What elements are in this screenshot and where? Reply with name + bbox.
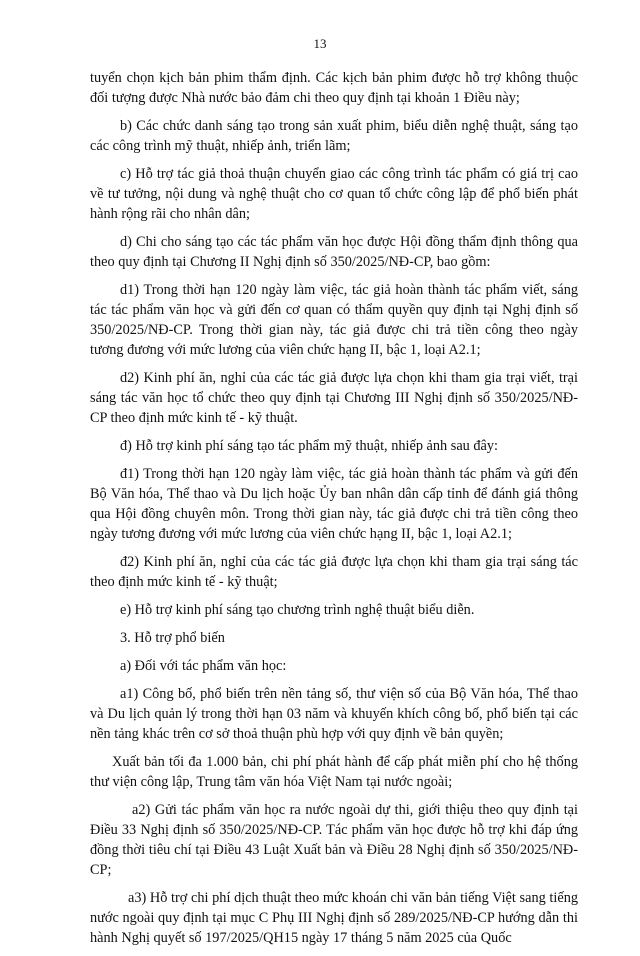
paragraph: đ2) Kinh phí ăn, nghỉ của các tác giả được lựa chọn khi tham gia trại sáng tác theo định mức kinh tế - kỹ thuật; bbox=[90, 554, 578, 590]
paragraph: e) Hỗ trợ kinh phí sáng tạo chương trình nghệ thuật biểu diễn. bbox=[120, 602, 475, 618]
paragraph: c) Hỗ trợ tác giả thoả thuận chuyển giao các công trình tác phẩm có giá trị cao về tư tưởng, nội dung và nghệ thuật cho cơ quan tổ chức công lập để phổ biến phát hành rộng rãi cho nhân dân; bbox=[90, 166, 578, 222]
page-number: 13 bbox=[313, 36, 327, 51]
paragraph: a2) Gửi tác phẩm văn học ra nước ngoài dự thi, giới thiệu theo quy định tại Điều 33 Nghị định số 350/2025/NĐ-CP. Tác phẩm văn học được hỗ trợ khi đáp ứng đồng thời tiêu chí tại Điều 43 Luật Xuất bản và Điều 28 Nghị định số 350/2025/NĐ-CP; bbox=[90, 802, 578, 878]
paragraph: đ) Hỗ trợ kinh phí sáng tạo tác phẩm mỹ thuật, nhiếp ảnh sau đây: bbox=[120, 438, 499, 454]
document-body bbox=[90, 68, 578, 956]
paragraph: tuyển chọn kịch bản phim thẩm định. Các kịch bản phim được hỗ trợ không thuộc đối tượng được Nhà nước bảo đảm chi theo quy định tại khoản 1 Điều này; bbox=[90, 70, 578, 106]
paragraph: a1) Công bố, phổ biến trên nền tảng số, thư viện số của Bộ Văn hóa, Thể thao và Du lịch quản lý trong thời hạn 03 năm và khuyến khích công bố, phổ biến tại các nền tảng khác trên cơ sở thoả thuận phù hợp với quy định về bản quyền; bbox=[90, 686, 578, 742]
section-heading: 3. Hỗ trợ phổ biến bbox=[120, 630, 225, 646]
paragraph: d) Chi cho sáng tạo các tác phẩm văn học được Hội đồng thẩm định thông qua theo quy định tại Chương II Nghị định số 350/2025/NĐ-CP, bao gồm: bbox=[90, 234, 578, 270]
paragraph: d1) Trong thời hạn 120 ngày làm việc, tác giả hoàn thành tác phẩm viết, sáng tác tác phẩm văn học và gửi đến cơ quan có thẩm quyền quy định tại Nghị định số 350/2025/NĐ-CP. Trong thời gian này, tác giả được chi trả tiền công theo ngày tương đương với mức lương của viên chức hạng II, bậc 1, loại A2.1; bbox=[90, 282, 578, 358]
paragraph: b) Các chức danh sáng tạo trong sản xuất phim, biểu diễn nghệ thuật, sáng tạo các công trình mỹ thuật, nhiếp ảnh, triển lãm; bbox=[90, 118, 578, 154]
paragraph: Xuất bản tối đa 1.000 bản, chi phí phát hành để cấp phát miễn phí cho hệ thống thư viện công lập, Trung tâm văn hóa Việt Nam tại nước ngoài; bbox=[90, 754, 578, 790]
paragraph: d2) Kinh phí ăn, nghỉ của các tác giả được lựa chọn khi tham gia trại viết, trại sáng tác văn học tổ chức theo quy định tại Chương III Nghị định số 350/2025/NĐ-CP theo định mức kinh tế - kỹ thuật. bbox=[90, 370, 578, 426]
paragraph: đ1) Trong thời hạn 120 ngày làm việc, tác giả hoàn thành tác phẩm và gửi đến Bộ Văn hóa, Thể thao và Du lịch hoặc Ủy ban nhân dân cấp tỉnh để đánh giá thông qua Hội đồng chuyên môn. Trong thời gian này, tác giả được chi trả tiền công theo ngày tương đương với mức lương của viên chức hạng II, bậc 1, loại A2.1; bbox=[90, 466, 578, 542]
paragraph: a3) Hỗ trợ chi phí dịch thuật theo mức khoán chi văn bản tiếng Việt sang tiếng nước ngoài quy định tại mục C Phụ III Nghị định số 289/2025/NĐ-CP hướng dẫn thi hành Nghị quyết số 197/2025/QH15 ngày 17 tháng 5 năm 2025 của Quốc bbox=[90, 890, 578, 946]
paragraph: a) Đối với tác phẩm văn học: bbox=[120, 658, 287, 674]
